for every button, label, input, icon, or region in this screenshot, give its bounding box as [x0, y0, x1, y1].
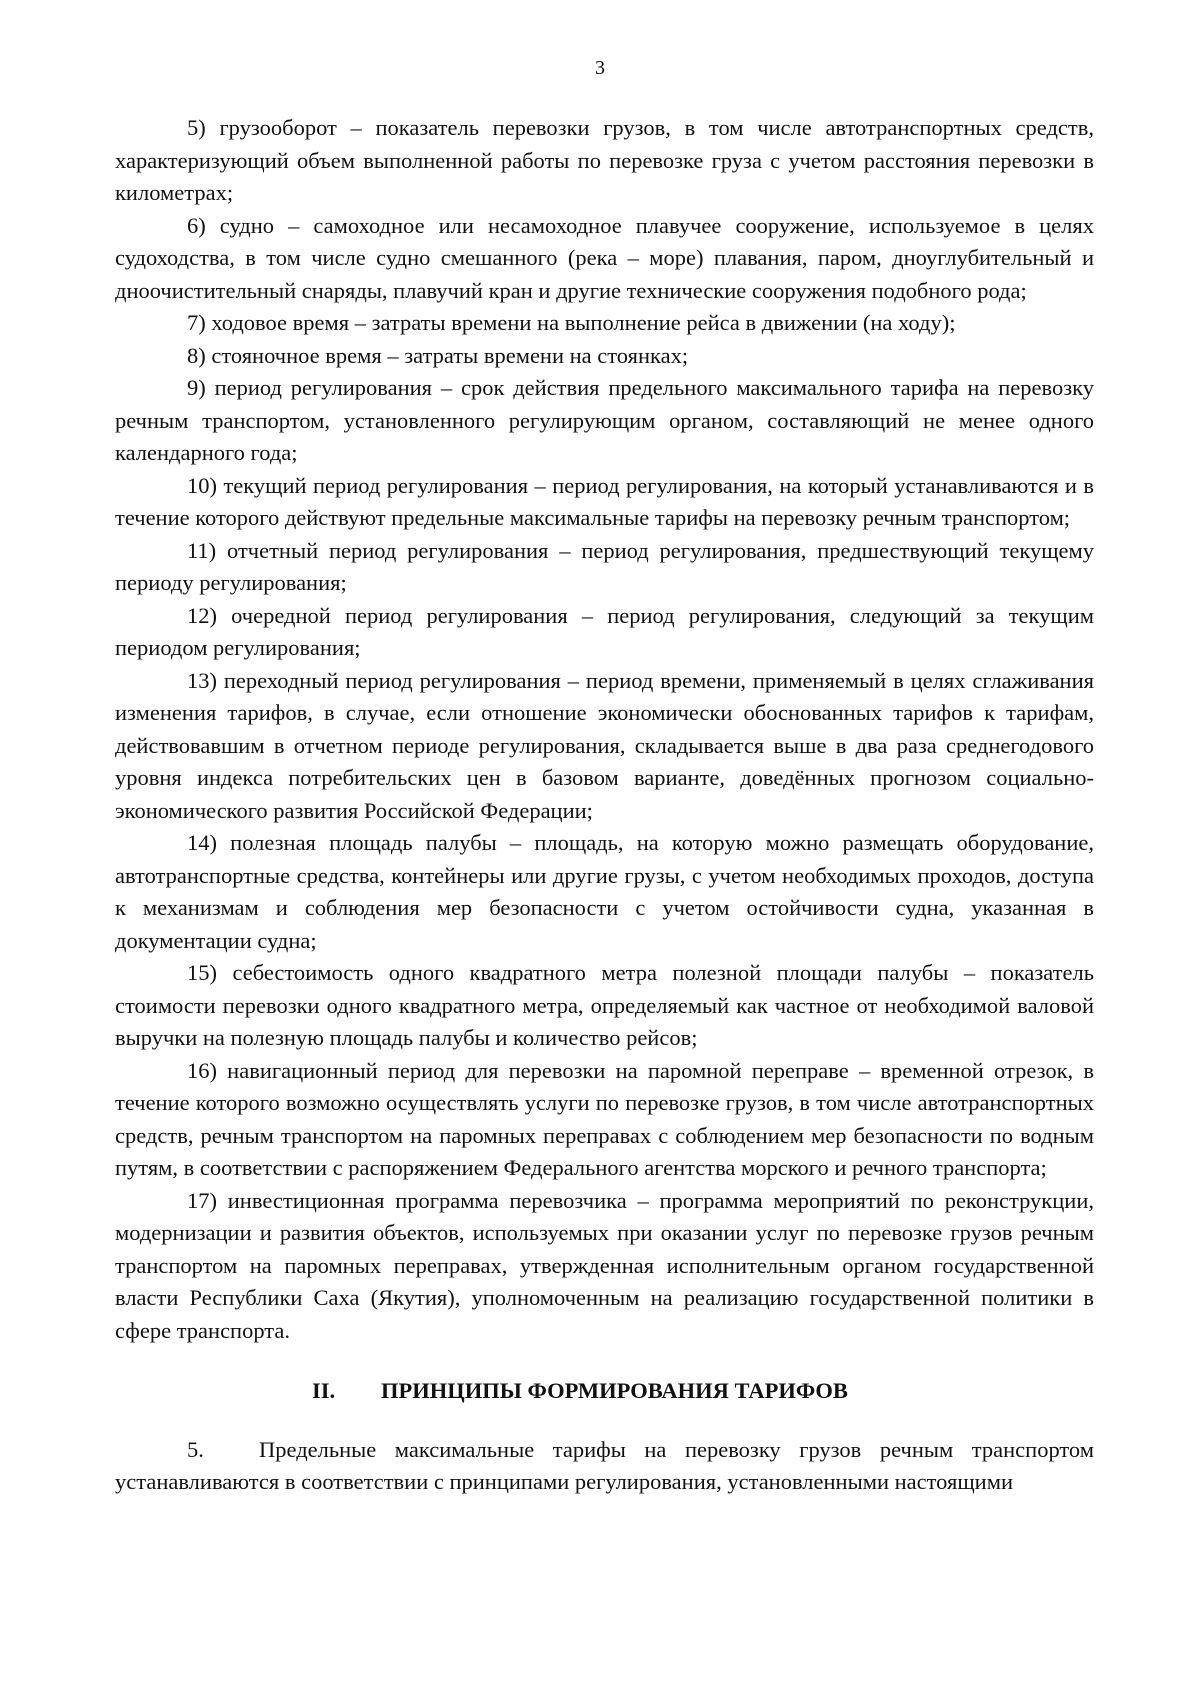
definition-item-13: 13) переходный период регулирования – период времени, применяемый в целях сглаживания изменения тарифов, в случае, если отношение экономически обоснованных тарифов к тарифам, действовавшим в отчетном периоде регулирования, складывается выше в два раза среднегодового уровня индекса потребительских цен в базовом варианте, доведённых прогнозом социально-экономического развития Российской Федерации; [115, 667, 1094, 823]
page-number: 3 [595, 57, 605, 79]
clause-paragraph [115, 1434, 1094, 1499]
definition-item-6: 6) судно – самоходное или несамоходное плавучее сооружение, используемое в целях судоходства, в том числе судно смешанного (река – море) плавания, паром, дноуглубительный и дноочистительный снаряды, плавучий кран и другие технические сооружения подобного рода; [115, 212, 1094, 303]
section-number: II. [312, 1378, 336, 1403]
definition-item-15: 15) себестоимость одного квадратного метра полезной площади палубы – показатель стоимости перевозки одного квадратного метра, определяемый как частное от необходимой валовой выручки на полезную площадь палубы и количество рейсов; [115, 960, 1094, 1050]
definition-item-14: 14) полезная площадь палубы – площадь, на которую можно размещать оборудование, автотранспортные средства, контейнеры или другие грузы, с учетом необходимых проходов, доступа к механизмам и соблюдения мер безопасности с учетом остойчивости судна, указанная в документации судна; [115, 830, 1094, 953]
definition-item-10: 10) текущий период регулирования – период регулирования, на который устанавливаются и в течение которого действуют предельные максимальные тарифы на перевозку речным транспортом; [115, 472, 1094, 530]
definition-item-11: 11) отчетный период регулирования – период регулирования, предшествующий текущему периоду регулирования; [115, 537, 1094, 595]
section-heading [115, 1375, 1094, 1408]
definition-item-9: 9) период регулирования – срок действия предельного максимального тарифа на перевозку речным транспортом, установленного регулирующим органом, составляющий не менее одного календарного года; [115, 375, 1094, 465]
clause-number: 5. [187, 1436, 204, 1462]
definition-item-16: 16) навигационный период для перевозки на паромной переправе – временной отрезок, в течение которого возможно осуществлять услуги по перевозке грузов, в том числе автотранспортных средств, речным транспортом на паромных переправах с соблюдением мер безопасности по водным путям, в соответствии с распоряжением Федерального агентства морского и речного транспорта; [115, 1057, 1094, 1180]
definition-item-5: 5) грузооборот – показатель перевозки грузов, в том числе автотранспортных средств, характеризующий объем выполненной работы по перевозке груза с учетом расстояния перевозки в километрах; [115, 115, 1094, 205]
definition-item-8: 8) стояночное время – затраты времени на стоянках; [187, 342, 689, 368]
definition-item-17: 17) инвестиционная программа перевозчика – программа мероприятий по реконструкции, модернизации и развития объектов, используемых при оказании услуг по перевозке грузов речным транспортом на паромных переправах, утвержденная исполнительным органом государственной власти Республики Саха (Якутия), уполномоченным на реализацию государственной политики в сфере транспорта. [115, 1187, 1094, 1343]
clause-text: Предельные максимальные тарифы на перевозку грузов речным транспортом устанавливаются в соответствии с принципами регулирования, установленными настоящими [115, 1436, 1094, 1494]
definition-item-12: 12) очередной период регулирования – период регулирования, следующий за текущим периодом регулирования; [115, 602, 1094, 660]
definition-item-7: 7) ходовое время – затраты времени на выполнение рейса в движении (на ходу); [187, 310, 956, 335]
section-title: ПРИНЦИПЫ ФОРМИРОВАНИЯ ТАРИФОВ [381, 1378, 848, 1403]
document-body [115, 112, 1094, 1499]
